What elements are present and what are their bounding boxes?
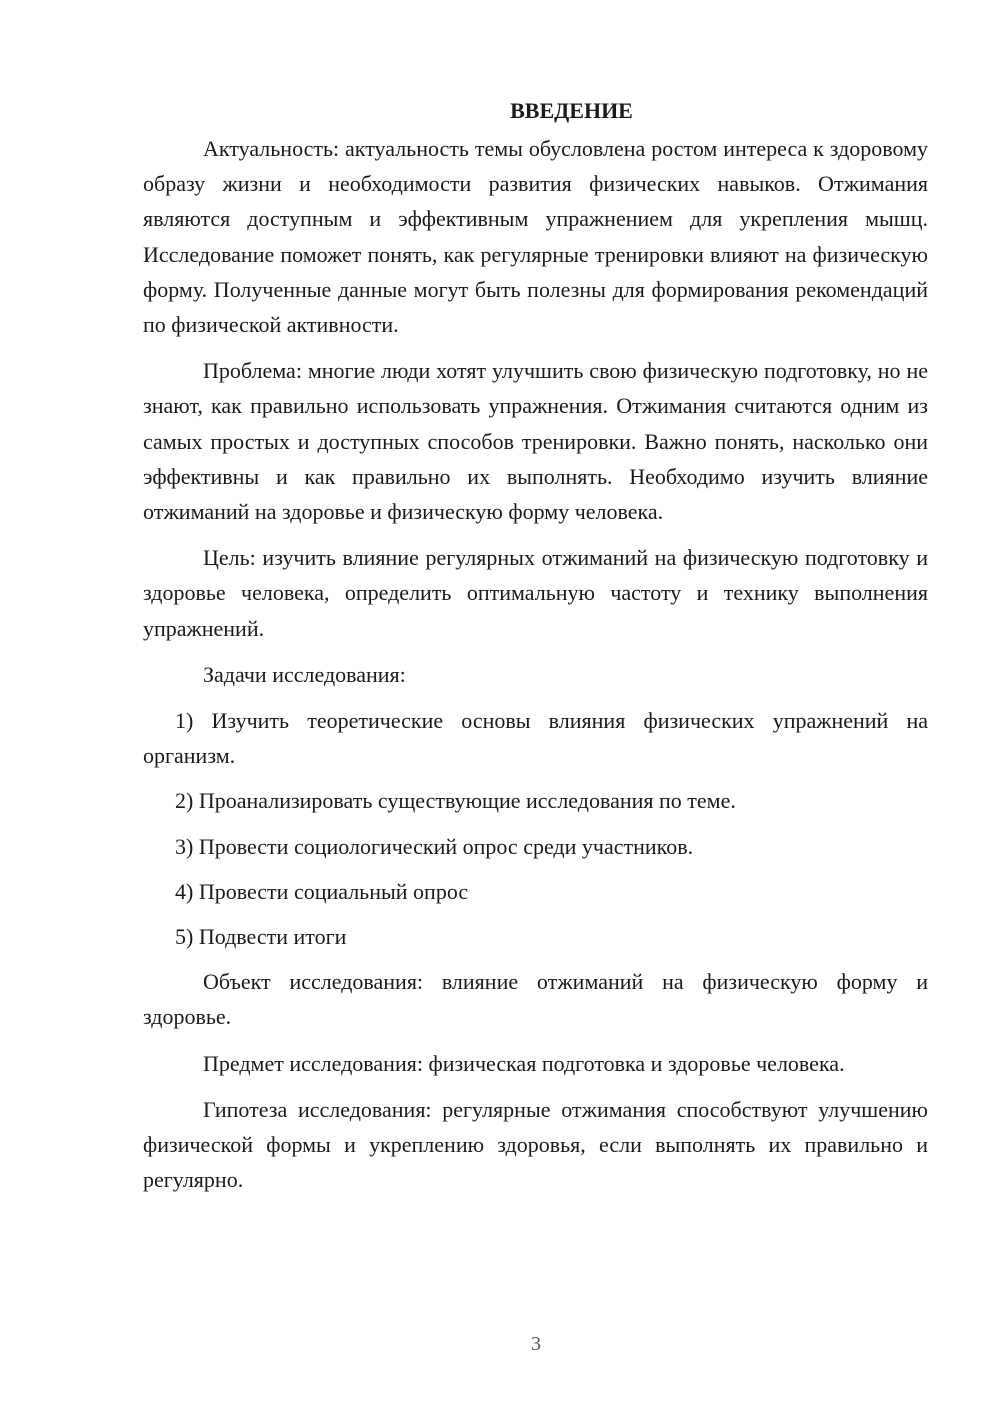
document-page (143, 93, 928, 1208)
paragraph-object: Объект исследования: влияние отжиманий на физическую форму и здоровье. (143, 969, 928, 1030)
paragraph-relevance: Актуальность: актуальность темы обусловлена ростом интереса к здоровому образу жизни и необходимости развития физических навыков. Отжимания являются доступным и эффективным упражнением для укрепления мышц. Исследование поможет понять, как регулярные тренировки влияют на физическую форму. Полученные данные могут быть полезны для формирования рекомендаций по физической активности. (143, 136, 928, 338)
page-title: ВВЕДЕНИЕ (510, 98, 633, 123)
paragraph-hypothesis: Гипотеза исследования: регулярные отжимания способствуют улучшению физической формы и укреплению здоровья, если выполнять их правильно и регулярно. (143, 1096, 928, 1193)
list-item: 2) Проанализировать существующие исследования по теме. (175, 788, 736, 814)
paragraph-goal: Цель: изучить влияние регулярных отжиманий на физическую подготовку и здоровье человека, определить оптимальную частоту и технику выполнения упражнений. (143, 545, 928, 641)
list-item: 1) Изучить теоретические основы влияния физических упражнений на организм. (143, 708, 928, 769)
list-item: 5) Подвести итоги (175, 924, 347, 950)
paragraph-subject: Предмет исследования: физическая подготовка и здоровье человека. (203, 1050, 845, 1076)
page-number: 3 (531, 1333, 541, 1355)
paragraph-tasks-heading: Задачи исследования: (203, 661, 406, 687)
list-item: 3) Провести социологический опрос среди участников. (175, 833, 694, 859)
tasks-list (143, 703, 928, 954)
list-item: 4) Провести социальный опрос (175, 878, 469, 904)
paragraph-problem: Проблема: многие люди хотят улучшить свою физическую подготовку, но не знают, как правильно использовать упражнения. Отжимания считаются одним из самых простых и доступных способов тренировки. Важно понять, насколько они эффективны и как правильно их выполнять. Необходимо изучить влияние отжиманий на здоровье и физическую форму человека. (143, 358, 928, 525)
